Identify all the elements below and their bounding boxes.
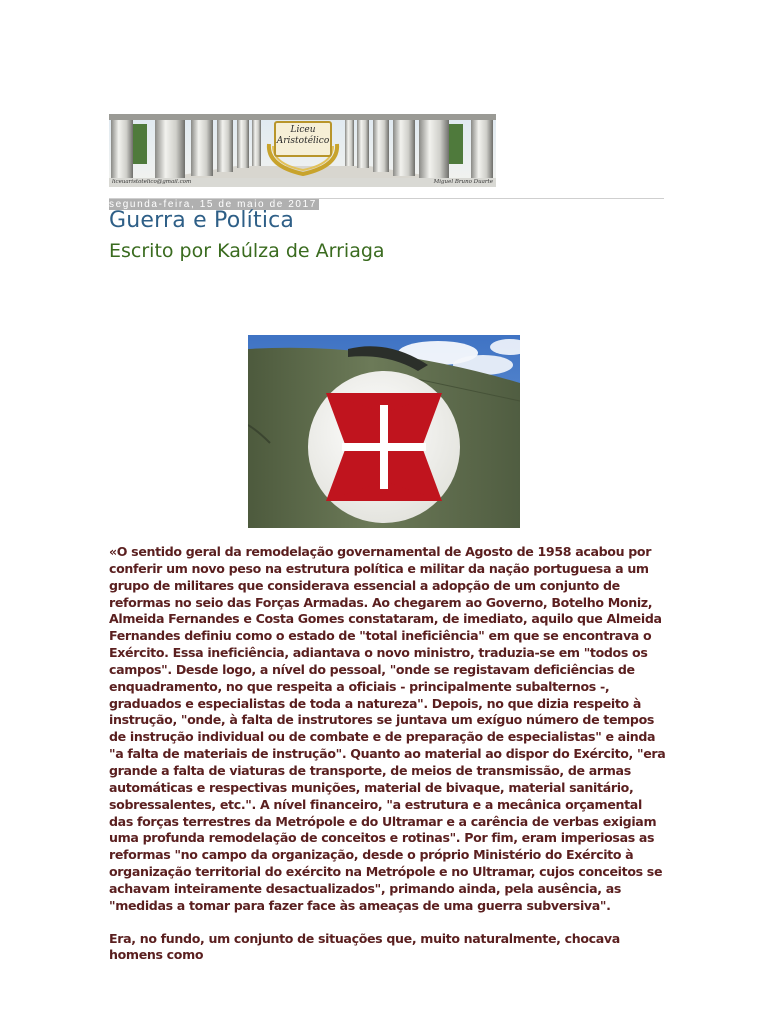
article-paragraph-2: Era, no fundo, um conjunto de situações que, muito naturalmente, chocava homens como [109, 930, 620, 963]
banner-footer [109, 178, 496, 187]
post-date: segunda-feira, 15 de maio de 2017 [109, 199, 317, 210]
plaque-line-2: Aristotélico [276, 136, 330, 146]
article-body [109, 544, 669, 964]
banner-email: liceuaristotelico@gmail.com [112, 179, 192, 185]
plaque-line-1: Liceu [290, 125, 316, 135]
banner-author: Miguel Bruno Duarte [433, 179, 493, 185]
banner-plaque [273, 125, 333, 147]
blog-header-banner[interactable] [109, 114, 496, 187]
post-title[interactable]: Guerra e Política [109, 208, 295, 233]
aircraft-roundel-image [248, 335, 520, 528]
article-photo [248, 335, 520, 528]
article-paragraph-1: «O sentido geral da remodelação governamental de Agosto de 1958 acabou por conferir um novo peso na estrutura política e militar da nação portuguesa a um grupo de militares que considerava essencial a adopção de um conjunto de reformas no seio das Forças Armadas. Ao chegarem ao Governo, Botelho Moniz, Almeida Fernandes e Costa Gomes constataram, de imediato, aquilo que Almeida Fernandes definiu como o estado de "total ineficiência" em que se encontrava o Exército. Essa ineficiência, adiantava o novo ministro, traduzia-se em "todos os campos". Desde logo, a nível do pessoal, "onde se registavam deficiências de enquadramento, no que respeita a oficiais - principalmente subalternos -, graduados e especialistas de toda a natureza". Depois, no que dizia respeito à instrução, "onde, à falta de instrutores se juntava um exíguo número de tempos de instrução individual ou de combate e de preparação de especialistas" e ainda "a falta de materiais de instrução". Quanto ao material ao dispor do Exército, "era grande a falta de viaturas de transporte, de meios de transmissão, de armas automáticas e respectivas munições, material de bivaque, material sanitário, sobressalentes, etc.". A nível financeiro, "a estrutura e a mecânica orçamental das forças terrestres da Metrópole e do Ultramar e a carência de verbas exigiam uma profunda remodelação de conceitos e rotinas". Por fim, eram imperiosas as reformas "no campo da organização, desde o próprio Ministério do Exército à organização territorial do exército na Metrópole e no Ultramar, cujos conceitos se achavam inteiramente desactualizados", primando ainda, pela ausência, as "medidas a tomar para fazer face às ameaças de uma guerra subversiva". [109, 544, 666, 913]
post-author-line: Escrito por Kaúlza de Arriaga [109, 240, 385, 262]
